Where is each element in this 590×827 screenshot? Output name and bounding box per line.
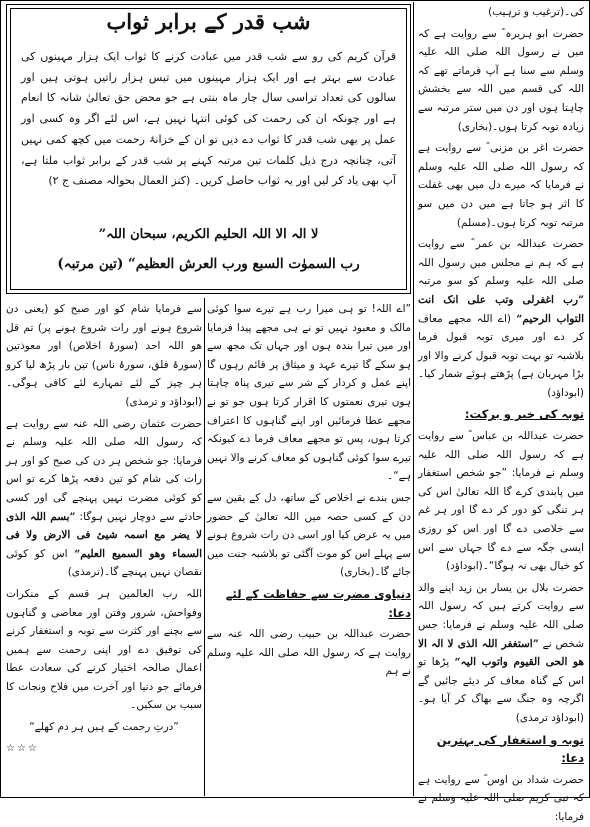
left-paragraph-text: اس کو کوئی نقصان نہیں پہنچے گا۔(ترمذی) [6, 547, 202, 579]
right-paragraph [418, 235, 584, 402]
feature-box-dua-line-2: رب السموٰت السبع ورب العرش العظیم“ (تین مرتبہ) [57, 256, 360, 272]
column-divider [413, 2, 414, 796]
left-paragraph-text: حضرت عثمان رضی اللہ عنہ سے روایت ہے کہ رسول اللہ صلی اللہ علیہ وسلم نے فرمایا: جو شخص ہر دن کی صبح کو اور ہر رات کی شام کو تین دفعہ پڑھا کرے تو اس کو کوئی مضرت نہیں پہنچے گی اور کسی حادثے سے دوچار نہیں ہوگا: [6, 417, 202, 523]
middle-column [207, 300, 411, 795]
arabic-prayer: ”بسم اللہ الذی لا یضر مع اسمہ شیئ فی الارض ولا فی السماء وھو السمیع العلیم“ [6, 510, 203, 560]
feature-box [6, 4, 411, 294]
right-paragraph: حضرت شداد بن اوس ؓ سے روایت ہے کہ نبی کریم صلی اللہ علیہ وسلم نے فرمایا: [418, 773, 584, 823]
right-paragraph-text: پڑھا تو اس کے گناہ معاف کر دیئے جائیں گے اگرچہ وہ جنگ سے بھاگ کر آیا ہو۔(ابوداؤد ترمذی) [418, 656, 584, 724]
right-paragraph-text: (اے اللہ مجھے معاف کر دے اور میری توبہ قبول فرما بلاشبہ تو بہت توبہ قبول کرنے والا اور بڑا مہربان ہے) پڑھتے ہوئے شمار کیا۔(ابوداؤد) [418, 312, 584, 399]
left-paragraph: سے فرمایا شام کو اور صبح کو (یعنی دن شروع ہونے اور رات شروع ہونے پر) تم قل ھو اللہ احد (سورۂ اخلاص) اور معوذتین (سورۂ فلق، سورۂ ناس) تین بار پڑھ لیا کرو ہر چیز کے لئے تمہارے لئے کافی ہوگی۔(ابوداؤد و ترمذی) [6, 303, 202, 408]
right-paragraph: حضرت عبداللہ بن عباس ؓ سے روایت ہے کہ رسول اللہ صلی اللہ علیہ وسلم نے فرمایا: ”جو شخص استغفار میں پابندی کرے گا اللہ تعالیٰ اس کی ہر تنگی کو دور کر دے گا اور ہر غم سے خلاصی دے گا اور اس کو روزی ایسی جگہ سے دے گا جہاں سے اس کو خیال بھی نہ ہوگا“۔(ابوداؤد) [418, 430, 584, 573]
star-ornament: ☆☆☆ [6, 742, 39, 754]
right-paragraph-text: حضرت عبداللہ بن عمر ؓ سے روایت ہے کہ ہم نے مجلس میں رسول اللہ صلی اللہ علیہ وسلم کو سو مرتبہ [418, 238, 584, 288]
right-column [418, 3, 585, 823]
feature-box-text: قرآن کریم کی رو سے شب قدر میں عبادت کرنے کا ثواب ایک ہزار مہینوں کی عبادت سے بہتر ہے اور ایک ہزار مہینوں میں تیس ہزار راتیں ہوتی ہیں اور سالوں کی تعداد تراسی سال چار ماہ بنتی ہے جو محض حق تعالیٰ شانہ کا انعام ہے اور چونکہ ان کی رحمت کی کوئی انتہا نہیں ہے، اس لئے اگر وہ کسی اور عمل پر بھی شب قدر کا ثواب دے دیں تو ان کے خزانۂ رحمت میں کچھ کمی نہیں آتی، چنانچہ درج ذیل کلمات تین مرتبہ کہنے پر شب قدر کے برابر ثواب ملتا ہے، آپ بھی یاد کر لیں اور یہ ثواب حاصل کریں۔ (کنز العمال بحوالہ مصنف ج ۲) [21, 50, 396, 188]
right-paragraph-text: حضرت بلال بن یسار بن زید اپنے والد سے روایت کرتے ہیں کہ رسول اللہ صلی اللہ علیہ وسلم نے فرمایا: جس شخص نے [418, 581, 585, 650]
column-divider [204, 298, 205, 796]
left-column [6, 300, 202, 795]
left-paragraph: اللہ رب العالمین ہر قسم کے منکرات وفواحش، شرور وفتن اور معاصی و گناہوں سے بچنے اور کثرت سے توبہ و استغفار کرنے کی توفیق دے اور اپنی رحمت سے ہمیں اعمال صالحہ اختیار کرنے کی سعادت عطا فرمائے جو دنیا اور آخرت میں فلاح ونجات کا سبب بن سکیں۔ [6, 587, 202, 712]
middle-paragraph: جس بندے نے اخلاص کے ساتھ، دل کے یقین سے دن کے کسی حصہ میں اللہ تعالیٰ کے حضور میں یہ عرض کیا اور اسی دن رات شروع ہونے سے پہلے اس کو موت آگئی تو بلاشبہ جنت میں جائے گا۔(بخاری) [207, 491, 411, 579]
right-paragraph: حضرت ابو ہریرہ ؓ سے روایت ہے کہ میں نے رسول اللہ صلی اللہ علیہ وسلم سے سنا ہے آپ فرماتے تھے کہ اللہ کی قسم میں اللہ سے بخشش چاہتا ہوں اور دن میں ستر مرتبہ سے زیادہ توبہ کرتا ہوں۔(بخاری) [418, 27, 584, 133]
closing-verse: ”درتِ رحمت کے ہیں ہر دم کھلے“ [29, 721, 179, 734]
right-paragraph: حضرت اغر بن مزنی ؓ سے روایت ہے کہ رسول اللہ صلی اللہ علیہ وسلم نے فرمایا کہ میرے دل میں بھی غفلت کا اثر ہو جاتا ہے میں دن میں سو مرتبہ توبہ کرتا ہوں۔(مسلم) [418, 142, 584, 229]
arabic-prayer: ”استغفر اللہ الذی لا الہ الا ھو الحی القیوم واتوب الیہ“ [418, 637, 585, 669]
right-paragraph: کی۔(ترغیب و ترہیب) [488, 6, 584, 18]
right-paragraph [418, 579, 584, 728]
feature-box-title: شب قدر کے برابر ثواب [106, 9, 311, 34]
feature-box-body [21, 47, 396, 192]
middle-paragraph: حضرت عبداللہ بن حبیب رضی اللہ عنہ سے روایت ہے کہ رسول اللہ صلی اللہ علیہ وسلم نے ہم [207, 628, 411, 678]
middle-paragraph: ”اے اللہ! تو ہی میرا رب ہے تیرے سوا کوئی مالک و معبود نہیں تو نے ہی مجھے پیدا فرمایا اور میں تیرا بندہ ہوں اور جہاں تک مجھ سے ہو سکے گا تیرے عہد و میثاق پر قائم رہوں گا اپنے عمل و کردار کے شر سے تیری پناہ چاہتا ہوں تیری نعمتوں کا اقرار کرتا ہوں جو تو نے مجھے عطا فرمائیں اور اپنے گناہوں کا اعتراف کرتا ہوں، پس تو مجھے معاف فرما دے کیونکہ تیرے سوا کوئی گناہوں کو معاف کرنے والا نہیں ہے“۔ [207, 303, 411, 483]
feature-box-dua-line-1: ”لا الہ الا اللہ الحلیم الکریم، سبحان اللہ [98, 227, 319, 242]
left-paragraph [6, 415, 202, 582]
arabic-prayer: ”رب اغفرلی وتب علی انک انت التواب الرحیم“ [418, 293, 585, 325]
section-heading: توبہ و استغفار کی بہترین دعا: [436, 732, 584, 766]
section-heading: توبہ کی خیر و برکت: [464, 407, 584, 422]
section-heading: دنیاوی مضرت سے حفاظت کے لئے دعا: [225, 586, 411, 620]
